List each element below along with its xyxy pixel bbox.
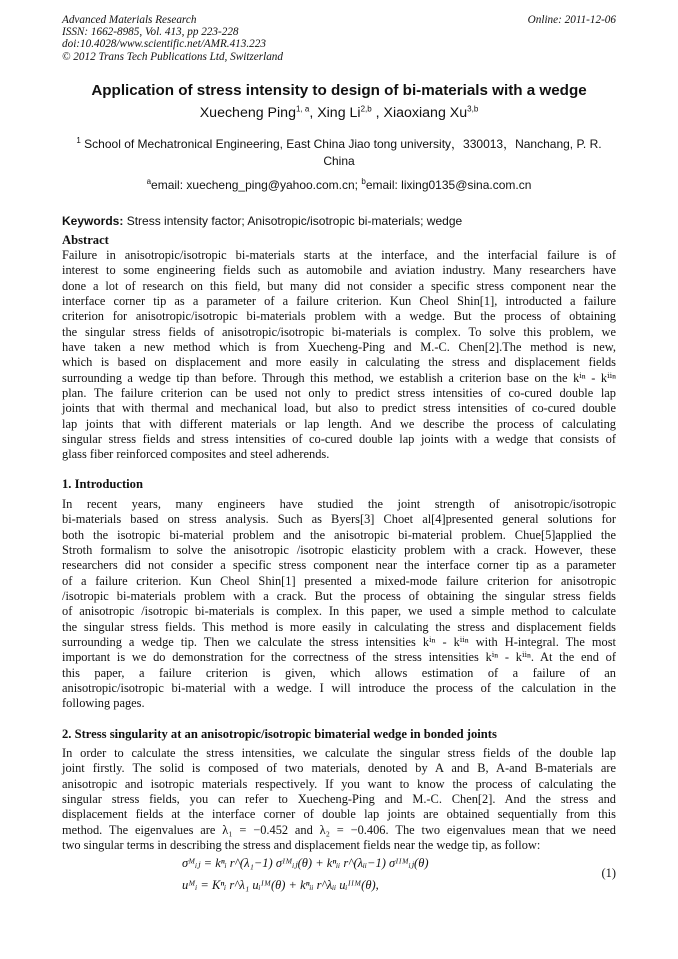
keywords-text: Stress intensity factor; Anisotropic/isotropic bi-materials; wedge: [123, 214, 463, 228]
author-3: , Xiaoxiang Xu: [371, 105, 468, 121]
author-1: Xuecheng Ping: [199, 105, 296, 121]
author-1-sup: 1, a: [295, 104, 310, 114]
email-b-sup: b: [361, 177, 366, 186]
intro-line: surrounding a wedge tip. Then we calculate the stress intensities kⁱⁿ - kⁱⁱⁿ with H-integral. The most: [62, 634, 616, 649]
email-b: email: lixing0135@sina.com.cn: [365, 178, 532, 192]
intro-line: anisotropic/isotropic bi-material with a wedge. I will introduce the process of the calculation in the: [62, 680, 616, 695]
equation-number: (1): [601, 866, 616, 880]
keywords-label: Keywords:: [62, 214, 124, 228]
author-3-sup: 3,b: [467, 104, 479, 114]
abstract-line: plan. The failure criterion can be used not only to predict stress intensities of co-cured double lap: [62, 385, 616, 400]
affiliation-sup: 1: [76, 136, 81, 145]
intro-line: both the isotropic bi-material problem and the anisotropic bi-material problem. Chue[5]applied the: [62, 527, 616, 542]
abstract-line: glass fiber reinforced composites and steel adherends.: [62, 447, 330, 462]
affiliation-line-1: School of Mechatronical Engineering, East China Jiao tong university，330013，Nanchang, P. R.: [80, 137, 602, 151]
section-2-line: joint firstly. The solid is composed of two materials, denoted by A and B, A-and B-materials are: [62, 761, 616, 776]
author-2-sup: 2,b: [360, 104, 372, 114]
intro-line: following pages.: [62, 696, 145, 711]
affiliation: [62, 136, 616, 170]
section-2-line: singular stress fields, you can refer to Xuecheng-Ping and M.-C. Chen[2]. And the stress and: [62, 791, 616, 806]
copyright: © 2012 Trans Tech Publications Ltd, Switzerland: [62, 50, 283, 63]
affiliation-line-2: China: [323, 154, 355, 168]
abstract-heading: Abstract: [62, 233, 109, 247]
abstract-line: Failure in anisotropic/isotropic bi-materials starts at the interface, and the interfacial failure is of: [62, 248, 616, 262]
abstract-line: singular stress fields and stress intensities of co-cured double lap joints with a wedge that consists of: [62, 431, 616, 446]
abstract-line: done a lot of research on this field, but many did not consider a specific stress component near the: [62, 278, 616, 293]
intro-line: researchers did not consider a specific stress component near the interface corner tip as a parameter: [62, 558, 616, 573]
emails: [0, 178, 678, 192]
issn: ISSN: 1662-8985, Vol. 413, pp 223-228: [62, 26, 239, 39]
author-2: , Xing Li: [309, 105, 361, 121]
intro-line: important is we do demonstration for the correctness of the stress intensities kⁱⁿ - kⁱⁱⁿ. At the end of: [62, 650, 616, 665]
abstract-line: have taken a new method which is from Xuecheng-Ping and M.-C. Chen[2].The method is new,: [62, 339, 616, 354]
abstract-line: interface corner tip as a parameter of a failure criterion. Kun Cheol Shin[1], introducted a failure: [62, 293, 616, 308]
journal-name: Advanced Materials Research: [62, 14, 197, 26]
intro-line: this paper, a failure criterion is given, which allows estimation of a failure of an: [62, 665, 616, 680]
intro-line: the singular stress fields. This method is more easily in calculating the stress and displacement fields: [62, 619, 616, 634]
section-2-line: anisotropic and isotropic materials respectively. If you want to know the process of calculating the: [62, 776, 616, 791]
intro-line: In recent years, many engineers have studied the joint strength of anisotropic/isotropic: [62, 497, 616, 511]
section-1-body: [62, 497, 616, 712]
section-2-heading: 2. Stress singularity at an anisotropic/isotropic bimaterial wedge in bonded joints: [62, 727, 497, 741]
intro-line: bi-materials based on stress analysis. Such as Byers[3] Choet al[4]presented general solutions for: [62, 512, 616, 527]
paper-title: Application of stress intensity to design of bi-materials with a wedge: [91, 82, 587, 99]
section-2-line: two singular terms in describing the stress and displacement fields near the wedge tip, as follow:: [62, 837, 541, 852]
online-date: Online: 2011-12-06: [527, 14, 616, 26]
email-a-sup: a: [146, 177, 152, 186]
journal-header: [62, 14, 283, 63]
abstract-line: surrounding a wedge tip than before. Through this method, we establish a criterion base on the kⁱⁿ - kⁱⁱⁿ: [62, 370, 616, 385]
keywords: [62, 214, 462, 228]
doi: doi:10.4028/www.scientific.net/AMR.413.223: [62, 38, 266, 51]
abstract-line: criterion for anisotropic/isotropic bi-materials problem with a wedge. But the process of obtaining: [62, 309, 616, 324]
intro-line: Stroth formalism to solve the anisotropic /isotropic elasticity problem with a crack. However, these: [62, 542, 616, 557]
intro-line: /isotropic bi-materials problem with a crack. But the process of obtaining the singular stress fields: [62, 588, 616, 603]
section-2-body: [62, 746, 616, 853]
equation-1-line-1: σᴹᵢⱼ = kⁿᵢ r^(λ₁−1) σᴵᴹᵢⱼ(θ) + kⁿᵢᵢ r^(λᵢᵢ−1) σᴵᴵᴹᵢⱼ(θ): [182, 856, 429, 870]
author-list: [0, 105, 678, 121]
section-1-heading: 1. Introduction: [62, 477, 143, 491]
equation-1-line-2: uᴹᵢ = Kⁿᵢ r^λ₁ uᵢᴵᴹ(θ) + kⁿᵢᵢ r^λᵢᵢ uᵢᴵᴵᴹ(θ),: [182, 878, 379, 892]
section-2-line: method. The eigenvalues are λ₁ = −0.452 and λ₂ = −0.406. The two eigenvalues mean that we need: [62, 822, 616, 837]
abstract-line: interest to some engineering fields such as automobile and aviation industry. Many researchers have: [62, 263, 616, 278]
abstract-line: which is based on displacement and more easily in calculating the stress and displacement fields: [62, 355, 616, 370]
abstract-body: [62, 248, 616, 463]
abstract-line: lap joints that with different materials or lap length. And we describe the process of calculating: [62, 416, 616, 431]
abstract-line: the singular stress fields of anisotropic/isotropic bi-materials is complex. To solve this problem, we: [62, 324, 616, 339]
section-2-line: In order to calculate the stress intensities, we calculate the singular stress fields of the double lap: [62, 746, 616, 760]
intro-line: of a failure criterion. Kun Cheol Shin[1] presented a mixed-mode failure criterion for anisotropic: [62, 573, 616, 588]
section-2-line: displacement fields at the interface corner of double lap joints are obtained sequentially from this: [62, 807, 616, 822]
abstract-line: joints that with thermal and mechanical load, but also to predict stress intensities of co-cured double: [62, 401, 616, 416]
email-a: email: xuecheng_ping@yahoo.com.cn;: [151, 178, 362, 192]
intro-line: of anisotropic /isotropic bi-materials is complex. In this paper, we used a simple method to calculate: [62, 604, 616, 619]
